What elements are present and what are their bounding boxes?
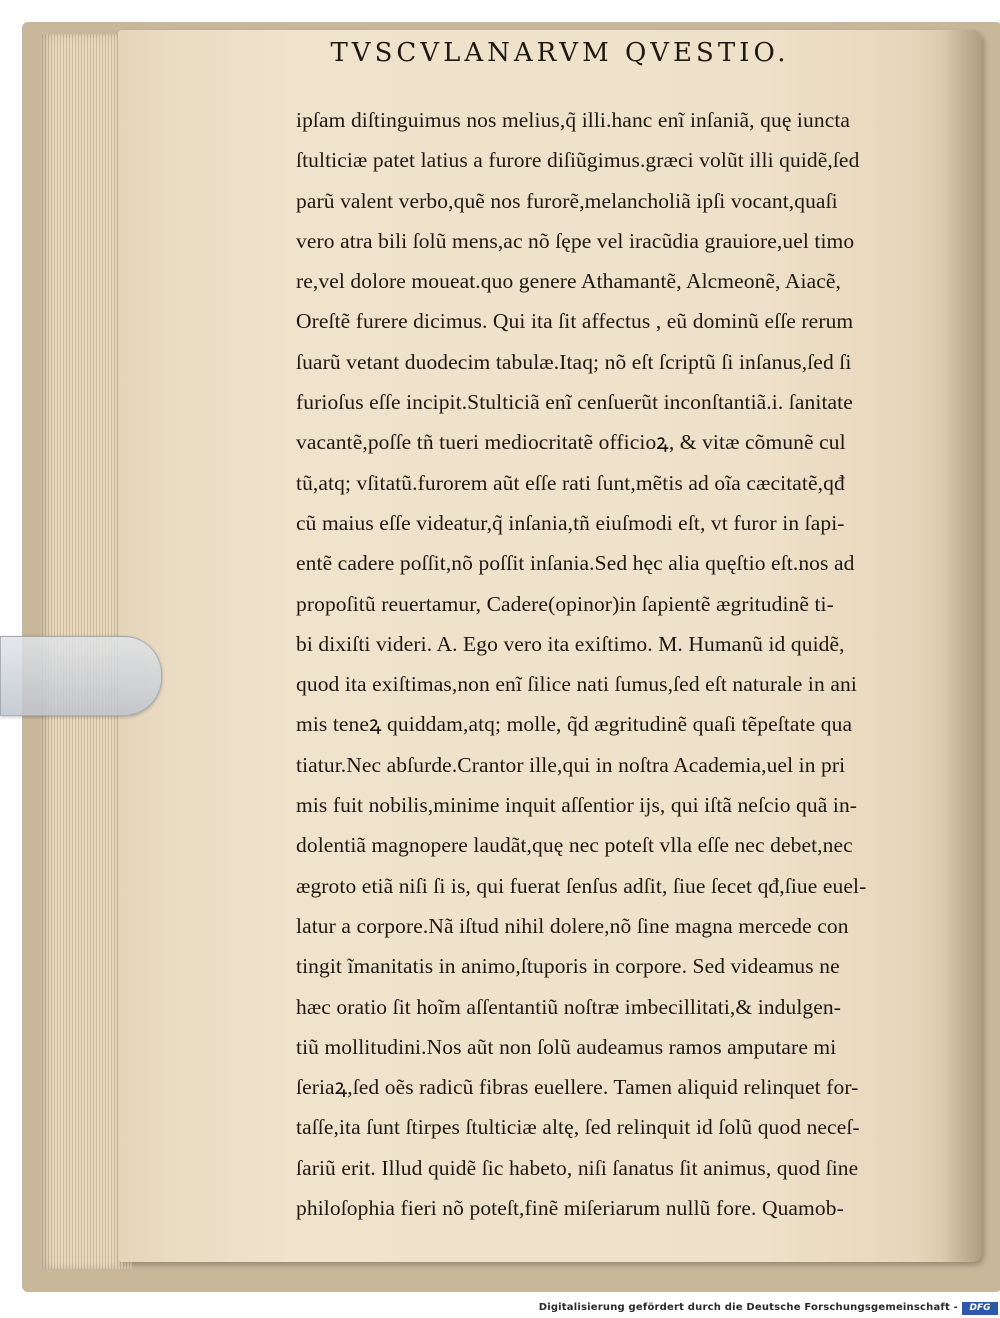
text-line: ſeriaꝝ,ſed oẽs radicũ fibras euellere. Tamen aliquid relinquet for- bbox=[296, 1075, 859, 1100]
running-head: TVSCVLANARVM QVESTIO. bbox=[330, 38, 790, 68]
text-line: ipſam diſtinguimus nos melius,q̃ illi.hanc enĩ inſaniã, quę iuncta bbox=[296, 108, 851, 132]
text-line: latur a corpore.Nã iſtud nihil dolere,nõ ſine magna mercede con bbox=[296, 913, 849, 938]
text-line: mis teneꝝ quiddam,atq; molle, q̃d ægritudinẽ quaſi tẽpeſtate qua bbox=[296, 712, 853, 737]
text-line: ſuarũ vetant duodecim tabulæ.Itaq; nõ eſt ſcriptũ ſi inſanus,ſed ſi bbox=[296, 349, 852, 374]
text-line: ſariũ erit. Illud quidẽ ſic habeto, niſi ſanatus ſit animus, quod ſine bbox=[296, 1155, 859, 1180]
text-line: ægroto etiã niſi ſi is, qui fuerat ſenſus adſit, ſiue ſecet qđ,ſiue euel- bbox=[296, 873, 867, 898]
text-line: tingit ĩmanitatis in animo,ſtuporis in corpore. Sed videamus ne bbox=[296, 954, 840, 979]
text-line: tũ,atq; vſitatũ.furorem aũt eſſe rati ſunt,mẽtis ad oĩa cæcitatẽ,qđ bbox=[296, 470, 845, 495]
text-line: quod ita exiſtimas,non enĩ ſilice nati ſumus,ſed eſt naturale in ani bbox=[296, 672, 857, 697]
text-line: entẽ cadere poſſit,nõ poſſit inſania.Sed hęc alia quęſtio eſt.nos ad bbox=[296, 551, 855, 576]
text-line: taſſe,ita ſunt ſtirpes ſtulticiæ altę, ſed relinquit id ſolũ quod neceſ- bbox=[296, 1115, 860, 1140]
dfg-logo-icon: DFG bbox=[962, 1302, 998, 1315]
text-line: bi dixiſti videri. A. Ego vero ita exiſtimo. M. Humanũ id quidẽ, bbox=[296, 631, 845, 656]
text-line: re,vel dolore moueat.quo genere Athamantẽ, Alcmeonẽ, Aiacẽ, bbox=[296, 269, 841, 294]
text-line: dolentiã magnopere laudãt,quę nec poteſt vlla eſſe nec debet,nec bbox=[296, 833, 853, 858]
text-line: philoſophia fieri nõ poteſt,finẽ miſeriarum nullũ fore. Quamob- bbox=[296, 1196, 844, 1221]
text-line: tiũ mollitudini.Nos aũt non ſolũ audeamus ramos amputare mi bbox=[296, 1034, 837, 1059]
text-line: Oreſtẽ furere dicimus. Qui ita ſit affectus , eũ dominũ eſſe rerum bbox=[296, 309, 854, 334]
text-line: mis fuit nobilis,minime inquit aſſentior ijs, qui iſtã neſcio quã in- bbox=[296, 793, 858, 818]
digitization-footer bbox=[0, 1300, 1000, 1318]
text-line: vero atra bili ſolũ mens,ac nõ ſępe vel iracũdia grauiore,uel timo bbox=[296, 228, 855, 253]
text-line: parũ valent verbo,quẽ nos furorẽ,melancholiã ipſi vocant,quaſi bbox=[296, 188, 838, 213]
text-line: cũ maius eſſe videatur,q̃ inſania,tñ eiuſmodi eſt, vt furor in ſapi- bbox=[296, 510, 845, 535]
text-line: hæc oratio ſit hoĩm aſſentantiũ noſtræ imbecillitati,& indulgen- bbox=[296, 994, 842, 1019]
footer-credit: Digitalisierung gefördert durch die Deutsche Forschungsgemeinschaft - bbox=[538, 1302, 958, 1313]
text-line: tiatur.Nec abſurde.Crantor ille,qui in noſtra Academia,uel in pri bbox=[296, 752, 846, 777]
text-block bbox=[296, 100, 944, 1228]
page-gutter bbox=[942, 30, 982, 1262]
bookmark-tab bbox=[0, 636, 162, 716]
text-line: furioſus eſſe incipit.Stulticiã enĩ cenſuerũt inconſtantiã.i. ſanitate bbox=[296, 390, 853, 415]
text-line: vacantẽ,poſſe tñ tueri mediocritatẽ officioꝝ, & vitæ cõmunẽ cul bbox=[296, 430, 846, 455]
text-line: propoſitũ reuertamur, Cadere(opinor)in ſapientẽ ægritudinẽ ti- bbox=[296, 591, 834, 616]
text-line: ſtulticiæ patet latius a furore diſiũgimus.græci volũt illi quidẽ,ſed bbox=[296, 148, 860, 173]
